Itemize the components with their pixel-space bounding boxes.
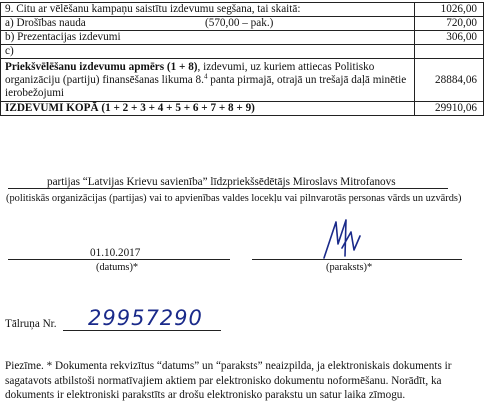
row-label-end: panta pirmajā, otrajā un trešajā daļā minētie ierobežojumi	[5, 74, 407, 99]
row-label: a) Drošības nauda	[5, 17, 86, 29]
table-row	[1, 3, 484, 17]
row-label: 9. Citu ar vēlēšanu kampaņu saistītu izdevumu segšana, tai skaitā:	[1, 3, 415, 17]
table-row	[1, 102, 484, 116]
date-caption: (datums)*	[96, 262, 139, 273]
row-amount: 720,00	[415, 17, 484, 31]
table-row	[1, 17, 484, 31]
signature-line	[252, 259, 462, 260]
date-value: 01.10.2017	[90, 247, 141, 259]
row-label: b) Prezentacijas izdevumi	[1, 31, 415, 45]
footnote: Piezīme. * Dokumenta rekvizītus “datums” un “paraksts” neaizpilda, ja elektroniskais dokuments ir sagatavots atbilstoši normatīvajiem aktiem par elektronisko dokumentu noformēšanu. Norādīt, ka dokuments ir elektroniski parakstīts ar drošu elektronisko parakstu un satur laika zīmogu.	[5, 360, 452, 401]
row-amount: 28884,06	[415, 59, 484, 102]
row-amount	[415, 45, 484, 59]
table-row	[1, 31, 484, 45]
date-line	[8, 259, 230, 260]
row-label-bold: Priekšvēlēšanu izdevumu apmērs (1 + 8)	[5, 61, 198, 73]
signatory-line	[8, 188, 448, 189]
phone-value: 29957290	[88, 306, 203, 330]
table-row	[1, 45, 484, 59]
row-label-total: IZDEVUMI KOPĀ (1 + 2 + 3 + 4 + 5 + 6 + 7 + 8 + 9)	[1, 102, 415, 116]
row-amount-total: 29910,06	[415, 102, 484, 116]
signatory-name: partijas “Latvijas Krievu savienība” līdzpriekšsēdētājs Miroslavs Mitrofanovs	[47, 176, 396, 188]
row-amount: 1026,00	[415, 3, 484, 17]
row-amount: 306,00	[415, 31, 484, 45]
table-row	[1, 59, 484, 102]
row-label-superscript: 4	[203, 72, 208, 81]
signatory-caption: (politiskās organizācijas (partijas) vai to apvienības valdes locekļu vai pilnvarotās personas vārds un uzvārds)	[6, 193, 462, 204]
signature-caption: (paraksts)*	[326, 262, 373, 273]
expense-table	[0, 2, 484, 116]
row-label-rest: , izdevumi, uz kuriem attiecas Politisko organizāciju (partiju) finansēšanas likuma 8.	[5, 61, 375, 86]
row-note: (570,00 – pak.)	[205, 17, 274, 29]
row-label: c)	[1, 45, 415, 59]
phone-line	[63, 330, 221, 331]
phone-label: Tālruņa Nr.	[5, 318, 57, 330]
